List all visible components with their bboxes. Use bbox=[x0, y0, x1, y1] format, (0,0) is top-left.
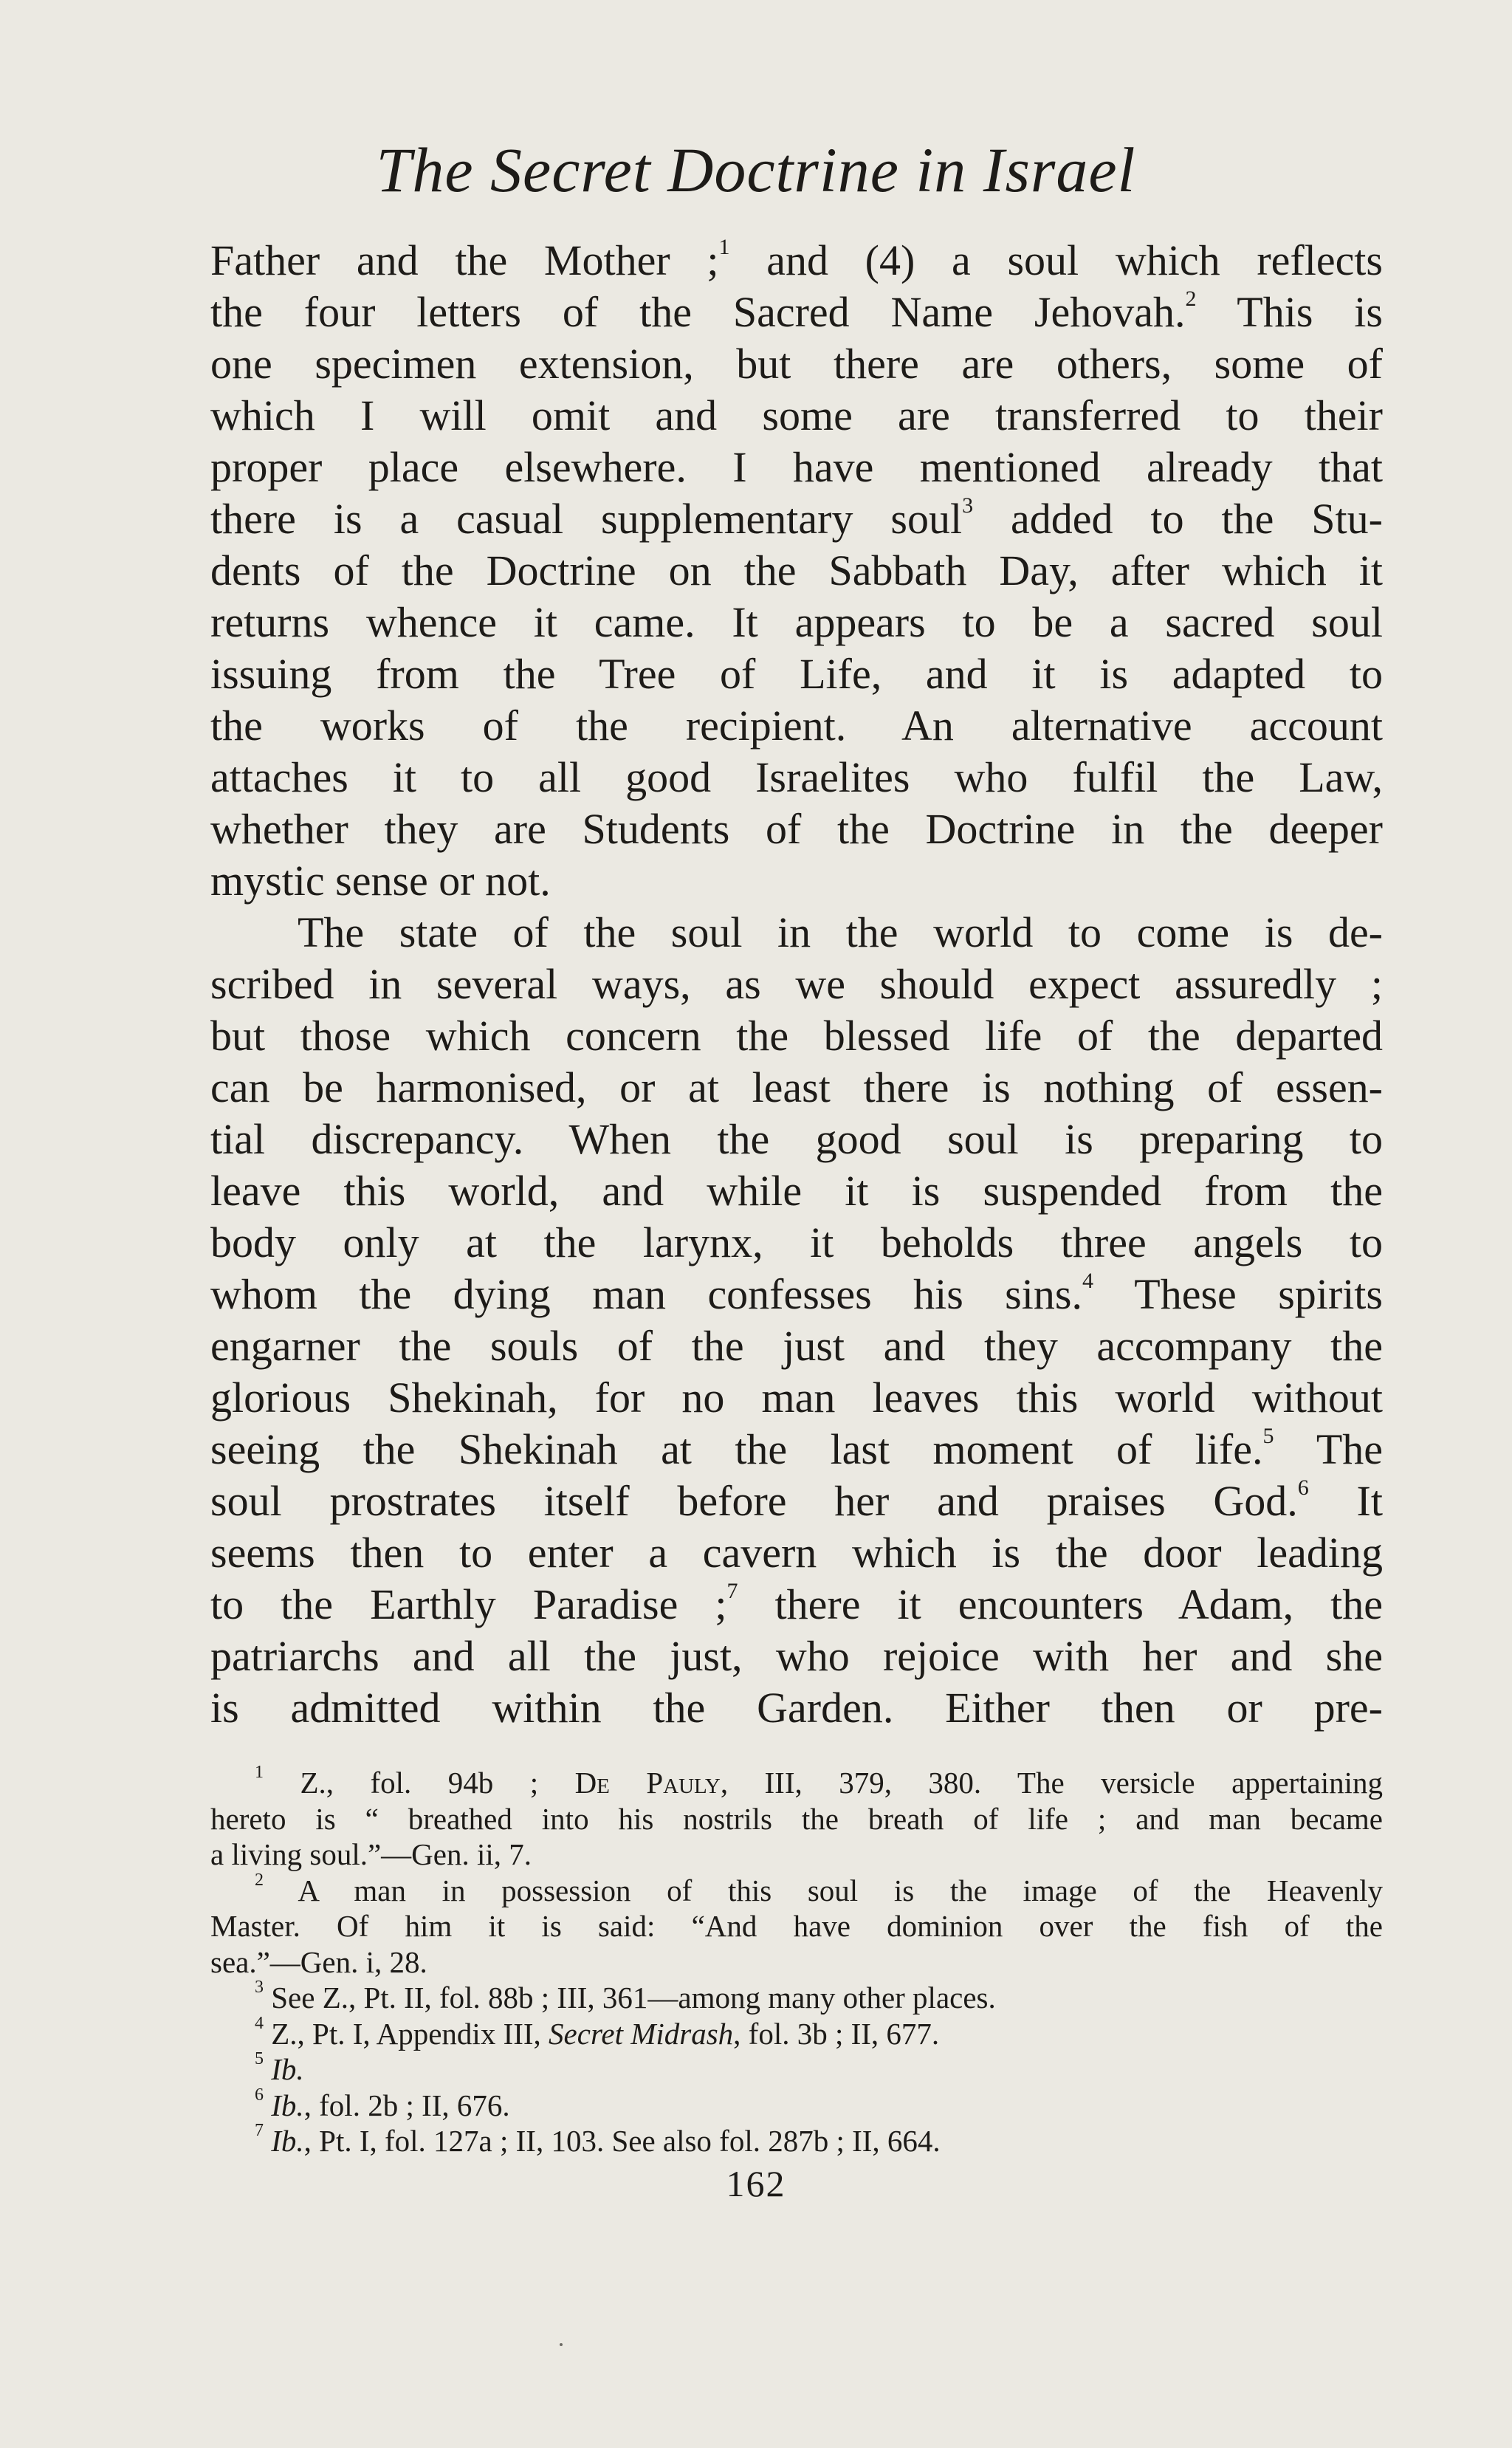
body-line bbox=[210, 1010, 1383, 1062]
footnote-ref: 3 bbox=[962, 493, 974, 518]
text-run: dents of the Doctrine on the Sabbath Day, after which it bbox=[210, 546, 1383, 594]
text-run: but those which concern the blessed life of the departed bbox=[210, 1012, 1383, 1060]
text-run: scribed in several ways, as we should expect assuredly ; bbox=[210, 960, 1383, 1008]
text-run: and (4) a soul which reflects bbox=[729, 236, 1383, 284]
footnote-line bbox=[210, 2085, 1383, 2124]
text-run: attaches it to all good Israelites who fulfil the Law, bbox=[210, 753, 1383, 801]
body-line bbox=[210, 1475, 1383, 1527]
text-run: one specimen extension, but there are others, some of bbox=[210, 340, 1383, 388]
text-run: sea.”—Gen. i, 28. bbox=[210, 1944, 427, 1979]
text-run: there is a casual supplementary soul bbox=[210, 495, 963, 543]
footnote-ref: 2 bbox=[255, 1870, 264, 1890]
text-run: The state of the soul in the world to come is de- bbox=[298, 908, 1383, 956]
text-run: is admitted within the Garden. Either then or pre- bbox=[210, 1684, 1383, 1732]
footnote-ref: 4 bbox=[255, 2013, 264, 2033]
body-line bbox=[210, 752, 1383, 803]
text-run: It bbox=[1308, 1477, 1383, 1525]
text-run bbox=[264, 2088, 271, 2122]
body-line bbox=[210, 648, 1383, 700]
text-run: A man in possession of this soul is the image of the Heavenly bbox=[264, 1873, 1383, 1907]
text-run bbox=[264, 2124, 271, 2158]
body-line bbox=[210, 338, 1383, 390]
text-run: , III, 379, 380. The versicle appertaining bbox=[720, 1766, 1383, 1800]
text-run: issuing from the Tree of Life, and it is adapted to bbox=[210, 650, 1383, 698]
text-run: engarner the souls of the just and they accompany the bbox=[210, 1322, 1383, 1370]
text-run: which I will omit and some are transferred to their bbox=[210, 391, 1383, 439]
footnote-ref: 1 bbox=[718, 234, 730, 259]
body-line bbox=[210, 442, 1383, 493]
text-run: Master. Of him it is said: “And have dominion over the fish of the bbox=[210, 1909, 1383, 1943]
footnote-line bbox=[210, 1870, 1383, 1909]
text-run: glorious Shekinah, for no man leaves this world without bbox=[210, 1374, 1383, 1422]
text-run: whether they are Students of the Doctrine in the deeper bbox=[210, 805, 1383, 853]
body-line bbox=[210, 1682, 1383, 1734]
body-line bbox=[210, 907, 1383, 959]
text-run: , fol. 3b ; II, 677. bbox=[733, 2016, 940, 2051]
footnote-line bbox=[210, 2013, 1383, 2052]
text-run: Ib. bbox=[271, 2052, 304, 2086]
footnote-ref: 2 bbox=[1185, 286, 1197, 311]
footnote-ref: 5 bbox=[1262, 1423, 1274, 1448]
body-line bbox=[210, 545, 1383, 597]
body-line bbox=[210, 1527, 1383, 1579]
body-line bbox=[210, 1269, 1383, 1320]
text-run: , fol. 2b ; II, 676. bbox=[303, 2088, 510, 2122]
text-run: This is bbox=[1196, 288, 1383, 336]
text-run: Ib. bbox=[271, 2088, 304, 2122]
text-run: tial discrepancy. When the good soul is preparing to bbox=[210, 1115, 1383, 1163]
body-line bbox=[210, 1372, 1383, 1424]
text-run: returns whence it came. It appears to be a sacred soul bbox=[210, 598, 1383, 646]
text-run: See Z., Pt. II, fol. 88b ; III, 361—among many other places. bbox=[264, 1981, 996, 2015]
text-run: to the Earthly Paradise ; bbox=[210, 1580, 727, 1628]
footnote-line bbox=[210, 1980, 1383, 2016]
body-line bbox=[210, 1320, 1383, 1372]
body-line bbox=[210, 493, 1383, 545]
text-run: soul prostrates itself before her and praises God. bbox=[210, 1477, 1298, 1525]
footnote-line bbox=[210, 2123, 1383, 2159]
footnote-ref: 5 bbox=[255, 2049, 264, 2069]
footnote-line bbox=[210, 1944, 1383, 1981]
footnote-ref: 4 bbox=[1082, 1268, 1093, 1293]
text-run: Secret Midrash bbox=[549, 2016, 734, 2051]
text-run: the works of the recipient. An alternative account bbox=[210, 702, 1383, 750]
footnote-ref: 1 bbox=[255, 1763, 264, 1783]
footnotes bbox=[210, 1765, 1383, 2159]
footnote-line bbox=[210, 1837, 1383, 1873]
body-line bbox=[210, 803, 1383, 855]
body-line bbox=[210, 597, 1383, 648]
body-line bbox=[210, 700, 1383, 752]
text-run: Father and the Mother ; bbox=[210, 236, 719, 284]
body-line bbox=[210, 1165, 1383, 1217]
text-run: seems then to enter a cavern which is the door leading bbox=[210, 1529, 1383, 1577]
footnote-ref: 6 bbox=[1297, 1475, 1309, 1500]
text-run: mystic sense or not. bbox=[210, 857, 551, 905]
body-line bbox=[210, 1217, 1383, 1269]
body-line bbox=[210, 855, 1383, 907]
body-line bbox=[210, 390, 1383, 442]
text-run: leave this world, and while it is suspended from the bbox=[210, 1167, 1383, 1215]
text-run: Ib. bbox=[271, 2124, 304, 2158]
footnote-ref: 6 bbox=[255, 2085, 264, 2105]
text-run: proper place elsewhere. I have mentioned already that bbox=[210, 443, 1383, 491]
body-line bbox=[210, 1631, 1383, 1682]
body-line bbox=[210, 235, 1383, 287]
body-text bbox=[210, 235, 1383, 1734]
text-run: the four letters of the Sacred Name Jehovah. bbox=[210, 288, 1186, 336]
text-run: added to the Stu- bbox=[973, 495, 1383, 543]
body-line bbox=[210, 959, 1383, 1010]
running-head: The Secret Doctrine in Israel bbox=[376, 134, 1136, 205]
text-run: hereto is “ breathed into his nostrils the breath of life ; and man became bbox=[210, 1801, 1383, 1836]
text-run: Z., fol. 94b ; bbox=[264, 1766, 575, 1800]
body-line bbox=[210, 1062, 1383, 1114]
text-run: De Pauly bbox=[574, 1766, 721, 1800]
text-run: can be harmonised, or at least there is nothing of essen- bbox=[210, 1063, 1383, 1111]
body-line bbox=[210, 1424, 1383, 1475]
footnote-ref: 7 bbox=[255, 2121, 264, 2141]
text-run: The bbox=[1274, 1425, 1384, 1473]
text-run bbox=[264, 2052, 271, 2086]
body-line bbox=[210, 1114, 1383, 1165]
body-line bbox=[210, 287, 1383, 338]
text-run: a living soul.”—Gen. ii, 7. bbox=[210, 1837, 532, 1871]
footnote-ref: 7 bbox=[726, 1578, 738, 1603]
text-run: body only at the larynx, it beholds three angels to bbox=[210, 1218, 1383, 1266]
text-run: seeing the Shekinah at the last moment of life. bbox=[210, 1425, 1263, 1473]
text-run: there it encounters Adam, the bbox=[738, 1580, 1383, 1628]
body-line bbox=[210, 1579, 1383, 1631]
footnote-line bbox=[210, 1765, 1383, 1801]
footnote-line bbox=[210, 2051, 1383, 2088]
text-run: patriarchs and all the just, who rejoice with her and she bbox=[210, 1632, 1383, 1680]
page-number: 162 bbox=[726, 2163, 786, 2204]
footnote-line bbox=[210, 1801, 1383, 1837]
footnote-ref: 3 bbox=[255, 1978, 264, 1998]
text-run: Z., Pt. I, Appendix III, bbox=[264, 2016, 549, 2051]
text-run: These spirits bbox=[1093, 1270, 1383, 1318]
paper-speck bbox=[560, 2343, 563, 2346]
footnote-line bbox=[210, 1908, 1383, 1944]
text-run: , Pt. I, fol. 127a ; II, 103. See also fol. 287b ; II, 664. bbox=[303, 2124, 941, 2158]
text-run: whom the dying man confesses his sins. bbox=[210, 1270, 1082, 1318]
